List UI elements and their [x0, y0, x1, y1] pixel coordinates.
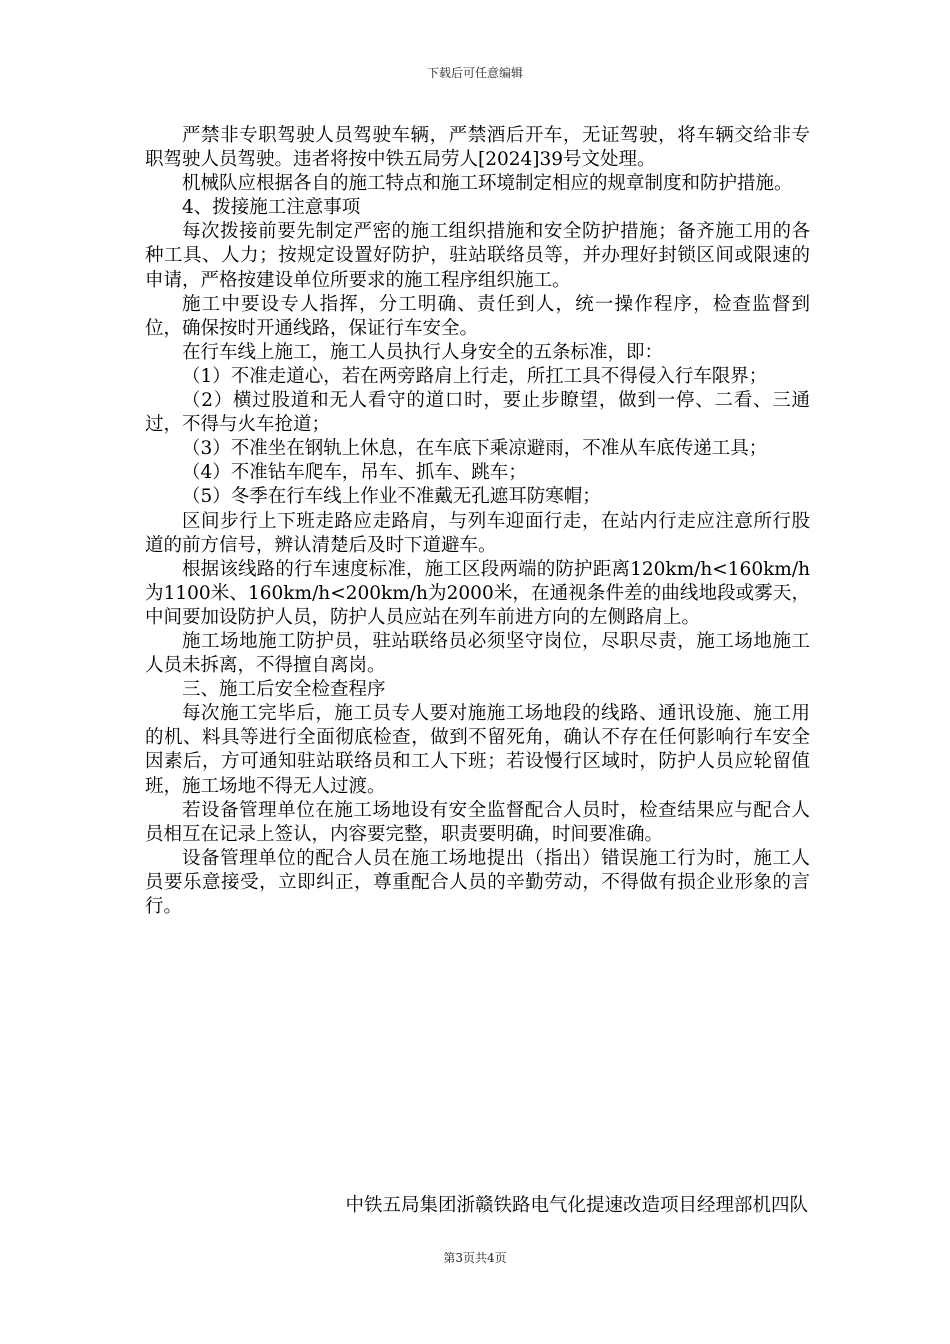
paragraph: 根据该线路的行车速度标准，施工区段两端的防护距离120km/h<160km/h为1100米、160km/h<200km/h为2000米，在通视条件差的曲线地段或雾天，中间要加设防护人员，防护人员应站在列车前进方向的左侧路肩上。	[145, 558, 810, 628]
section-heading: 4、拨接施工注意事项	[182, 197, 361, 219]
list-item: （1）不准走道心，若在两旁路肩上行走，所扛工具不得侵入行车限界；	[182, 365, 768, 387]
paragraph: 区间步行上下班走路应走路肩，与列车迎面行走，在站内行走应注意所行股道的前方信号，辨认清楚后及时下道避车。	[145, 510, 810, 556]
section-heading: 三、施工后安全检查程序	[182, 679, 386, 701]
paragraph: 机械队应根据各自的施工特点和施工环境制定相应的规章制度和防护措施。	[182, 173, 793, 195]
paragraph: 在行车线上施工，施工人员执行人身安全的五条标准，即：	[182, 341, 664, 363]
page-footer: 第3页共4页	[443, 1251, 507, 1265]
document-body	[145, 124, 810, 919]
paragraph: 若设备管理单位在施工场地设有安全监督配合人员时，检查结果应与配合人员相互在记录上签认，内容要完整，职责要明确，时间要准确。	[145, 799, 810, 845]
paragraph: 每次拨接前要先制定严密的施工组织措施和安全防护措施；备齐施工用的各种工具、人力；按规定设置好防护，驻站联络员等，并办理好封锁区间或限速的申请，严格按建设单位所要求的施工程序组织施工。	[145, 221, 810, 291]
list-item: （5）冬季在行车线上作业不准戴无孔遮耳防寒帽；	[182, 486, 601, 508]
list-item: （4）不准钻车爬车，吊车、抓车、跳车；	[182, 462, 527, 484]
paragraph: 严禁非专职驾驶人员驾驶车辆，严禁酒后开车，无证驾驶，将车辆交给非专职驾驶人员驾驶。违者将按中铁五局劳人[2024]39号文处理。	[145, 125, 810, 171]
paragraph: 施工中要设专人指挥，分工明确、责任到人，统一操作程序，检查监督到位，确保按时开通线路，保证行车安全。	[145, 293, 810, 339]
paragraph: 设备管理单位的配合人员在施工场地提出（指出）错误施工行为时，施工人员要乐意接受，立即纠正，尊重配合人员的辛勤劳动，不得做有损企业形象的言行。	[145, 847, 810, 917]
paragraph: 每次施工完毕后，施工员专人要对施施工场地段的线路、通讯设施、施工用的机、料具等进行全面彻底检查，做到不留死角，确认不存在任何影响行车安全因素后，方可通知驻站联络员和工人下班；若设慢行区域时，防护人员应轮留值班，施工场地不得无人过渡。	[145, 703, 810, 797]
page-header: 下载后可任意编辑	[426, 66, 523, 80]
list-item: （3）不准坐在钢轨上休息，在车底下乘凉避雨，不准从车底传递工具；	[182, 438, 768, 460]
paragraph: 施工场地施工防护员，驻站联络员必须坚守岗位，尽职尽责，施工场地施工人员未拆离，不得擅自离岗。	[145, 630, 810, 677]
list-item: （2）横过股道和无人看守的道口时，要止步瞭望，做到一停、二看、三通过，不得与火车抢道；	[145, 390, 810, 436]
signature: 中铁五局集团浙赣铁路电气化提速改造项目经理部机四队	[345, 1195, 808, 1216]
